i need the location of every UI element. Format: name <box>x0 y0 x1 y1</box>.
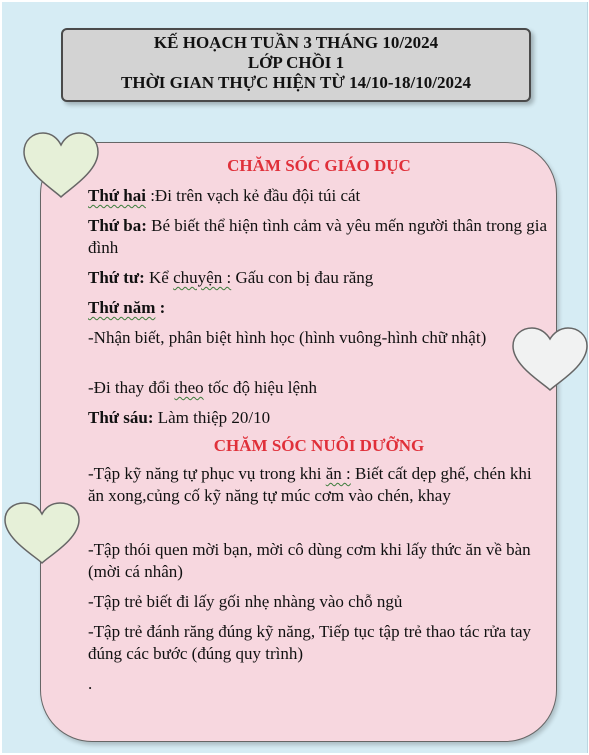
thursday-item-shapes: -Nhận biết, phân biệt hình học (hình vuông-hình chữ nhật) <box>88 328 487 347</box>
nutrition-item-1b: ăn : <box>325 464 351 483</box>
thursday-label: Thứ năm <box>88 298 156 317</box>
header-title: KẾ HOẠCH TUẦN 3 THÁNG 10/2024 <box>153 33 439 52</box>
nutrition-title: CHĂM SÓC NUÔI DƯỠNG <box>213 436 425 455</box>
nutrition-item-self-service <box>88 463 550 507</box>
wednesday-text-b: chuyện : <box>173 268 232 287</box>
tuesday-label: Thứ ba: <box>88 216 147 235</box>
nutrition-item-pillow: -Tập trẻ biết đi lấy gối nhẹ nhàng vào chỗ ngủ <box>88 592 403 611</box>
tuesday-entry <box>88 215 550 259</box>
thursday-item-walk-c: tốc độ hiệu lệnh <box>203 378 317 397</box>
monday-text: :Đi trên vạch kẻ đầu đội túi cát <box>145 186 361 205</box>
heart-icon <box>2 500 82 566</box>
thursday-item-walk <box>88 377 550 399</box>
wednesday-label: Thứ tư: <box>88 268 145 287</box>
nutrition-item-1a: -Tập kỹ năng tự phục vụ trong khi <box>88 464 326 483</box>
monday-label: Thứ hai <box>88 186 146 205</box>
nutrition-item-brushing: -Tập trẻ đánh răng đúng kỹ năng, Tiếp tục tập trẻ thao tác rửa tay đúng các bước (đúng quy trình) <box>88 622 532 663</box>
monday-entry <box>88 185 550 207</box>
tuesday-text: Bé biết thể hiện tình cảm và yêu mến người thân trong gia đình <box>88 216 548 257</box>
header-period: THỜI GIAN THỰC HIỆN TỪ 14/10-18/10/2024 <box>121 73 471 92</box>
friday-label: Thứ sáu: <box>88 408 154 427</box>
thursday-item-walk-a: -Đi thay đổi <box>88 378 175 397</box>
wednesday-text-c: Gấu con bị đau răng <box>231 268 374 287</box>
nutrition-item-invite: -Tập thói quen mời bạn, mời cô dùng cơm khi lấy thức ăn về bàn (mời cá nhân) <box>88 540 531 581</box>
nutrition-item-1c: Biết cất dẹp ghế, chén khi ăn xong,củng cố kỹ năng tự múc cơm vào chén, khay <box>88 464 532 505</box>
plan-header <box>61 28 531 102</box>
wednesday-text-a: Kể <box>144 268 174 287</box>
friday-entry <box>88 407 550 429</box>
thursday-entry <box>88 297 550 319</box>
thursday-item-walk-b: theo <box>174 378 204 397</box>
friday-text: Làm thiệp 20/10 <box>153 408 271 427</box>
trailing-period: . <box>88 674 93 693</box>
thursday-colon: : <box>155 298 166 317</box>
education-title: CHĂM SÓC GIÁO DỤC <box>227 156 411 175</box>
header-class: LỚP CHỒI 1 <box>247 53 345 72</box>
wednesday-entry <box>88 267 550 289</box>
